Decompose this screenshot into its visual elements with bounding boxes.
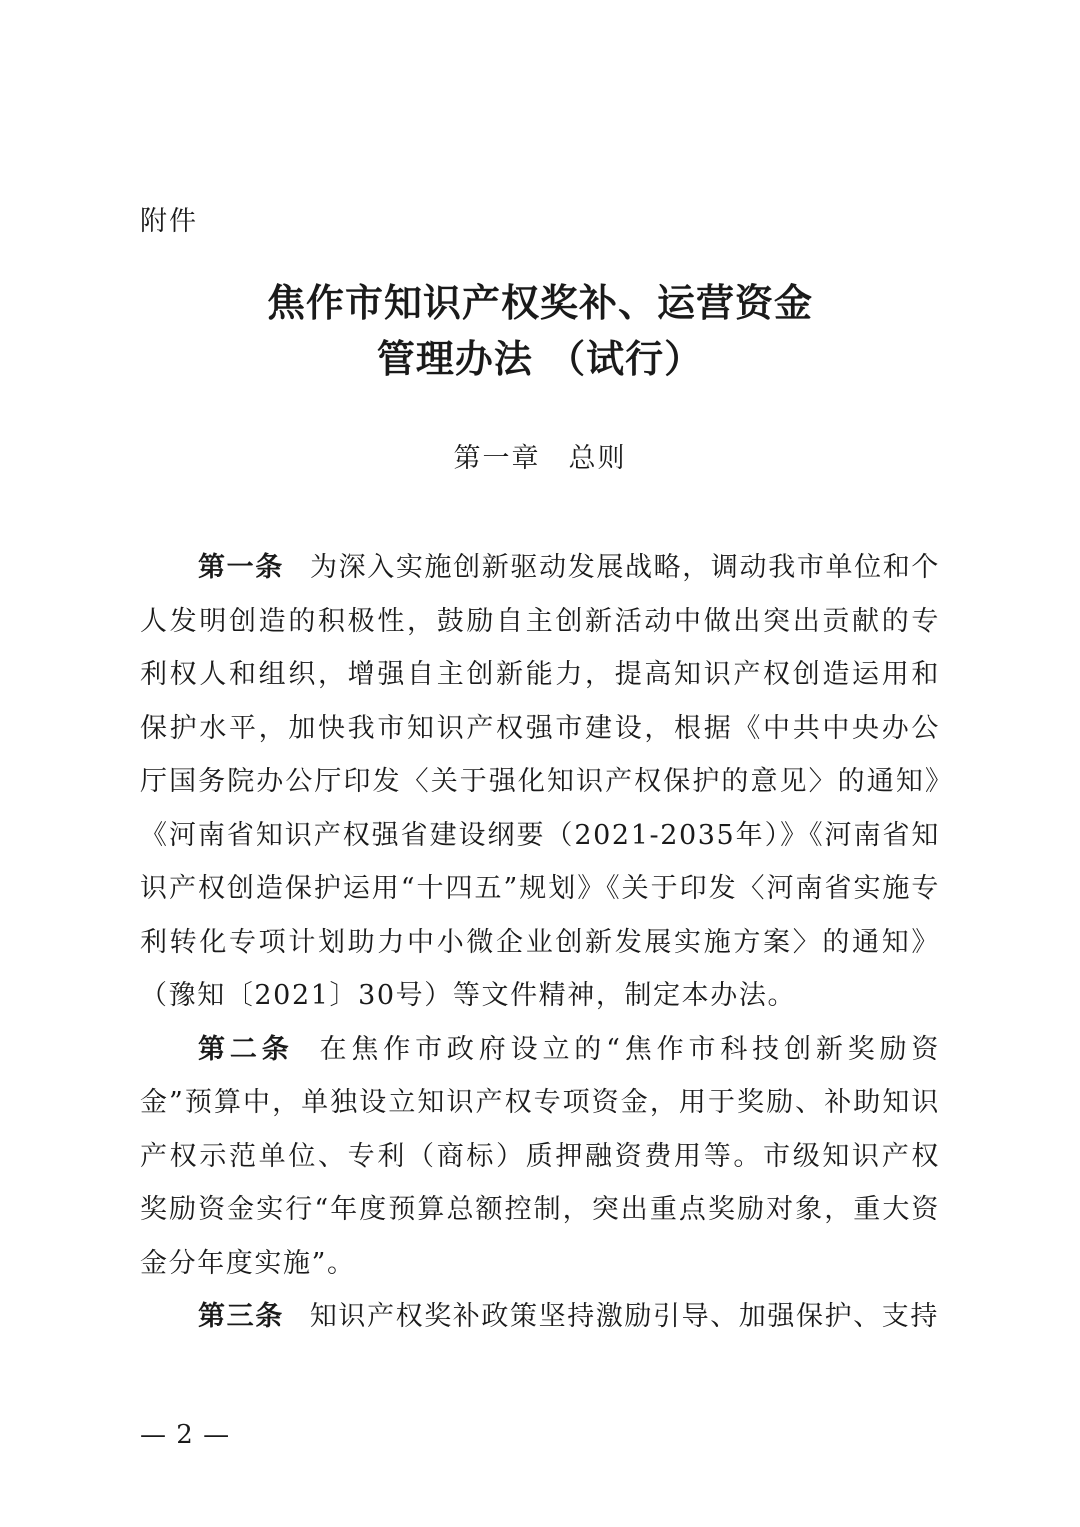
page-number: — 2 — <box>140 1420 231 1450</box>
article-3 <box>140 1290 940 1344</box>
article-1 <box>140 541 940 1023</box>
title-line-1: 焦作市知识产权奖补、运营资金 <box>266 281 813 325</box>
article-2 <box>140 1023 940 1291</box>
article-1-text: 为深入实施创新驱动发展战略，调动我市单位和个人发明创造的积极性，鼓励自主创新活动中做出突出贡献的专利权人和组织，增强自主创新能力，提高知识产权创造运用和保护水平，加快我市知识产权强市建设，根据《中共中央办公厅国务院办公厅印发〈关于强化知识产权保护的意见〉的通知》《河南省知识产权强省建设纲要（2021-2035年）》《河南省知识产权创造保护运用“十四五”规划》《关于印发〈河南省实施专利转化专项计划助力中小微企业创新发展实施方案〉的通知》（豫知〔2021〕30号）等文件精神，制定本办法。 <box>140 552 940 1011</box>
article-2-label: 第二条 <box>198 1033 294 1065</box>
document-title <box>0 275 1080 387</box>
document-body <box>140 541 940 1344</box>
article-3-label: 第三条 <box>198 1301 284 1332</box>
article-2-text: 在焦作市政府设立的“焦作市科技创新奖励资金”预算中，单独设立知识产权专项资金，用于奖励、补助知识产权示范单位、专利（商标）质押融资费用等。市级知识产权奖励资金实行“年度预算总额控制，突出重点奖励对象，重大资金分年度实施”。 <box>140 1033 940 1279</box>
title-line-2: 管理办法 （试行） <box>376 337 704 381</box>
chapter-number: 第一章 <box>453 443 541 474</box>
chapter-name: 总则 <box>568 443 627 474</box>
attachment-label: 附件 <box>140 206 198 237</box>
chapter-heading <box>0 437 1080 481</box>
article-1-label: 第一条 <box>198 552 284 583</box>
article-3-text: 知识产权奖补政策坚持激励引导、加强保护、支持 <box>309 1301 940 1332</box>
